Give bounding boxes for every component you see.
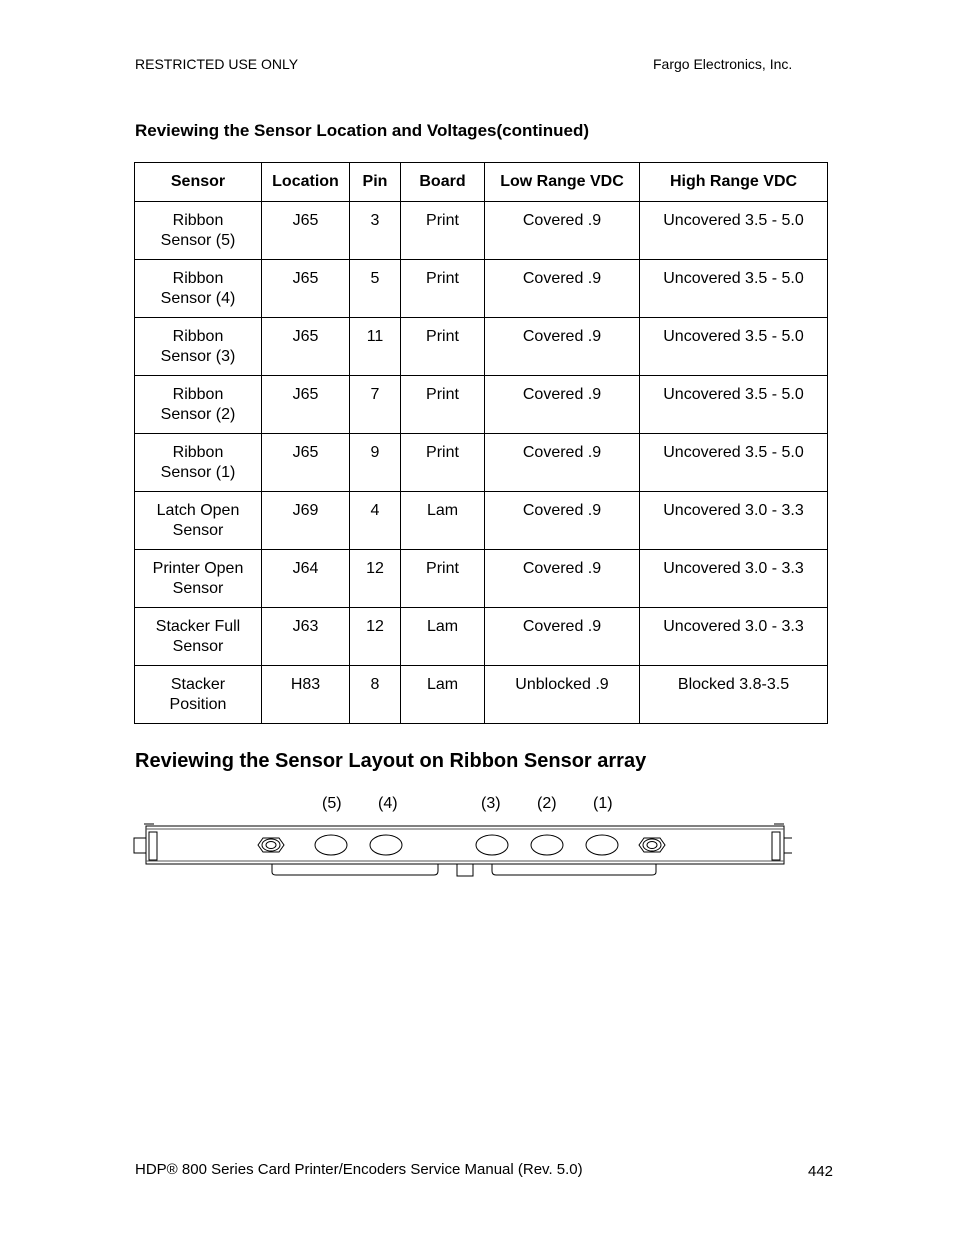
low-range-cell: Covered .9	[485, 550, 640, 608]
sensor-name-line1: Latch Open	[156, 502, 240, 519]
sensor-board-outline	[146, 826, 784, 864]
sensor-name-line1: Stacker Full	[155, 618, 241, 635]
sensor-name-line2: Sensor	[172, 580, 224, 597]
high-range-cell: Uncovered 3.0 - 3.3	[640, 550, 828, 608]
board-cell: Lam	[401, 666, 485, 724]
ribbon-sensor-array-diagram	[130, 818, 792, 880]
sensor-name-line1: Ribbon	[172, 328, 224, 345]
table-row	[135, 318, 828, 376]
sensor-name-line2: Sensor (3)	[160, 348, 236, 365]
left-screw-icon	[258, 838, 284, 852]
sensor-hole-1	[586, 835, 618, 855]
pin-cell: 12	[350, 550, 401, 608]
location-cell: J65	[262, 376, 350, 434]
sensor-name-line1: Ribbon	[172, 444, 224, 461]
sensor-name-line2: Sensor (1)	[160, 464, 236, 481]
low-range-cell: Covered .9	[485, 318, 640, 376]
high-range-cell: Uncovered 3.5 - 5.0	[640, 260, 828, 318]
sensor-name-line1: Ribbon	[172, 270, 224, 287]
board-cell: Print	[401, 202, 485, 260]
header-company-name: Fargo Electronics, Inc.	[653, 56, 793, 72]
high-range-cell: Uncovered 3.0 - 3.3	[640, 492, 828, 550]
sensor-name-cell	[135, 376, 262, 434]
section-title-sensor-voltages: Reviewing the Sensor Location and Voltages(continued)	[135, 121, 590, 140]
header-restricted-notice: RESTRICTED USE ONLY	[135, 56, 299, 72]
high-range-cell: Uncovered 3.0 - 3.3	[640, 608, 828, 666]
low-range-cell: Unblocked .9	[485, 666, 640, 724]
column-header: Sensor	[135, 163, 262, 202]
board-cell: Print	[401, 550, 485, 608]
table-row	[135, 202, 828, 260]
sensor-label-3: (3)	[481, 795, 501, 812]
column-header: Board	[401, 163, 485, 202]
board-cell: Print	[401, 318, 485, 376]
table-header-row	[135, 163, 828, 202]
board-cell: Print	[401, 376, 485, 434]
high-range-cell: Blocked 3.8-3.5	[640, 666, 828, 724]
low-range-cell: Covered .9	[485, 376, 640, 434]
sensor-name-cell	[135, 550, 262, 608]
low-range-cell: Covered .9	[485, 260, 640, 318]
table-row	[135, 376, 828, 434]
sensor-label-2: (2)	[537, 795, 557, 812]
sensor-name-line2: Sensor	[172, 522, 224, 539]
pin-cell: 4	[350, 492, 401, 550]
right-screw-icon	[639, 838, 665, 852]
pin-cell: 3	[350, 202, 401, 260]
table-row	[135, 434, 828, 492]
table-body	[135, 202, 828, 724]
high-range-cell: Uncovered 3.5 - 5.0	[640, 434, 828, 492]
table-row	[135, 666, 828, 724]
sensor-name-line2: Sensor (5)	[160, 232, 236, 249]
low-range-cell: Covered .9	[485, 608, 640, 666]
location-cell: J65	[262, 202, 350, 260]
board-cell: Lam	[401, 492, 485, 550]
low-range-cell: Covered .9	[485, 492, 640, 550]
table-row	[135, 260, 828, 318]
pin-cell: 5	[350, 260, 401, 318]
sensor-hole-4	[370, 835, 402, 855]
right-end-tab	[784, 838, 792, 853]
location-cell: H83	[262, 666, 350, 724]
sensor-name-line2: Position	[169, 696, 227, 713]
center-notch	[457, 864, 473, 876]
location-cell: J65	[262, 260, 350, 318]
sensor-name-cell	[135, 492, 262, 550]
table-row	[135, 608, 828, 666]
location-cell: J69	[262, 492, 350, 550]
sensor-hole-5	[315, 835, 347, 855]
sensor-hole-2	[531, 835, 563, 855]
bottom-lip-left	[272, 864, 438, 875]
sensor-name-cell	[135, 202, 262, 260]
sensor-name-line1: Printer Open	[152, 560, 244, 577]
location-cell: J63	[262, 608, 350, 666]
sensor-label-4: (4)	[378, 795, 398, 812]
column-header: Low Range VDC	[485, 163, 640, 202]
column-header: High Range VDC	[640, 163, 828, 202]
column-header: Pin	[350, 163, 401, 202]
footer-manual-title: HDP® 800 Series Card Printer/Encoders Service Manual (Rev. 5.0)	[135, 1161, 583, 1178]
sensor-name-cell	[135, 318, 262, 376]
sensor-name-cell	[135, 434, 262, 492]
sensor-name-line1: Ribbon	[172, 212, 224, 229]
sensor-name-line1: Stacker	[170, 676, 226, 693]
location-cell: J65	[262, 318, 350, 376]
low-range-cell: Covered .9	[485, 434, 640, 492]
sensor-name-line2: Sensor (4)	[160, 290, 236, 307]
sensor-label-5: (5)	[322, 795, 342, 812]
sensor-name-cell	[135, 260, 262, 318]
left-end-tab	[134, 838, 146, 853]
low-range-cell: Covered .9	[485, 202, 640, 260]
sensor-name-line2: Sensor	[172, 638, 224, 655]
high-range-cell: Uncovered 3.5 - 5.0	[640, 376, 828, 434]
right-bracket	[772, 832, 780, 860]
sensor-voltage-table	[134, 162, 828, 724]
table-row	[135, 492, 828, 550]
sensor-name-cell	[135, 608, 262, 666]
section-title-sensor-layout: Reviewing the Sensor Layout on Ribbon Sensor array	[135, 750, 647, 772]
pin-cell: 12	[350, 608, 401, 666]
pin-cell: 7	[350, 376, 401, 434]
column-header: Location	[262, 163, 350, 202]
left-bracket	[149, 832, 157, 860]
sensor-label-1: (1)	[593, 795, 613, 812]
pin-cell: 8	[350, 666, 401, 724]
board-cell: Lam	[401, 608, 485, 666]
high-range-cell: Uncovered 3.5 - 5.0	[640, 202, 828, 260]
pin-cell: 9	[350, 434, 401, 492]
sensor-name-line1: Ribbon	[172, 386, 224, 403]
pin-cell: 11	[350, 318, 401, 376]
sensor-name-cell	[135, 666, 262, 724]
location-cell: J65	[262, 434, 350, 492]
sensor-name-line2: Sensor (2)	[160, 406, 236, 423]
board-cell: Print	[401, 260, 485, 318]
table-row	[135, 550, 828, 608]
location-cell: J64	[262, 550, 350, 608]
high-range-cell: Uncovered 3.5 - 5.0	[640, 318, 828, 376]
sensor-hole-3	[476, 835, 508, 855]
board-cell: Print	[401, 434, 485, 492]
footer-page-number: 442	[808, 1163, 834, 1180]
bottom-lip-right	[492, 864, 656, 875]
